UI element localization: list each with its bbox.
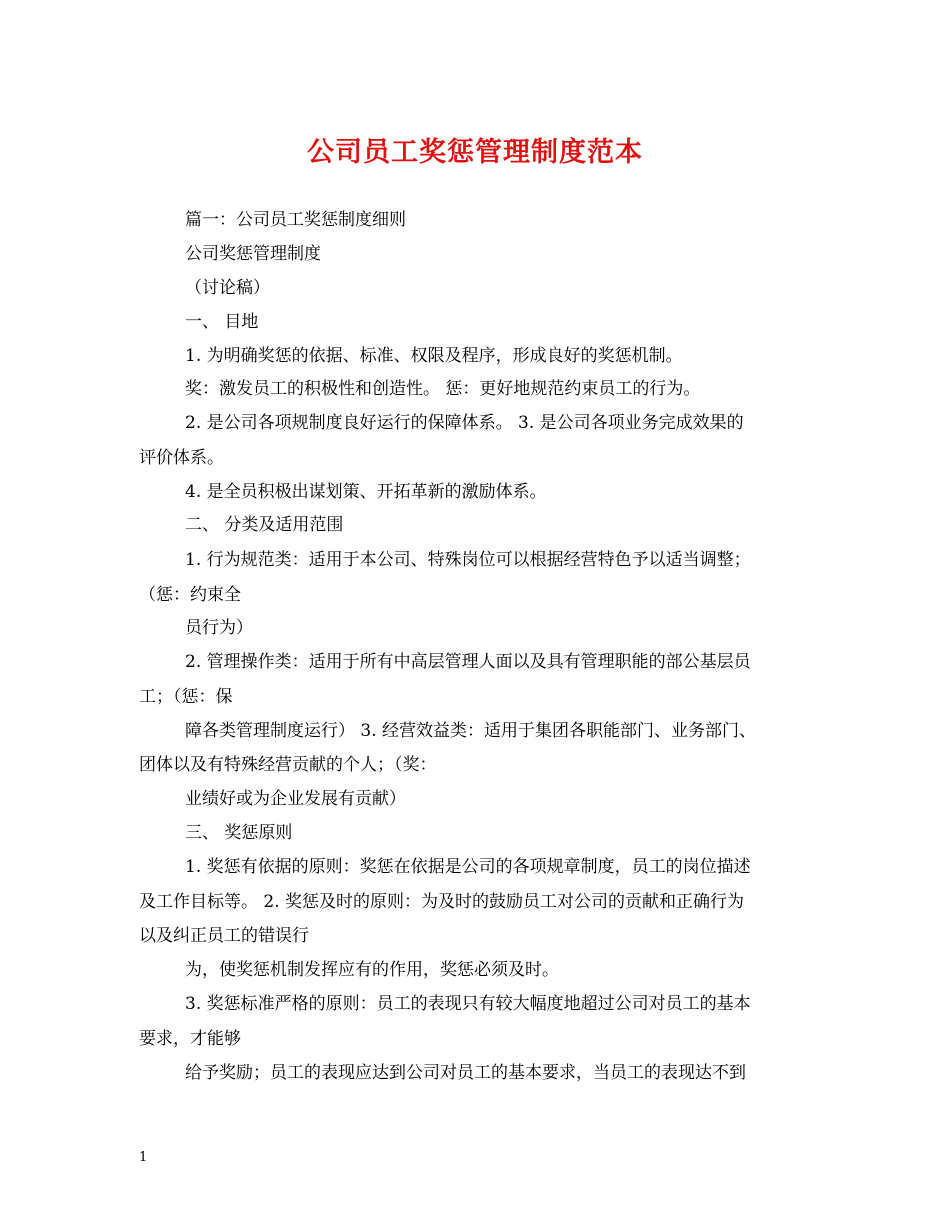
text-line: 为，使奖惩机制发挥应有的作用，奖惩必须及时。 [185,960,559,980]
text-line: （讨论稿） [185,278,270,298]
text-line: 公司奖惩管理制度 [185,244,321,264]
text-line: 1. 奖惩有依据的原则：奖惩在依据是公司的各项规章制度，员工的岗位描述 [185,857,751,877]
text-line: 1. 为明确奖惩的依据、标准、权限及程序，形成良好的奖惩机制。 [185,346,683,366]
text-line: 障各类管理制度运行） 3. 经营效益类：适用于集团各职能部门、业务部门、 [185,721,757,741]
text-line: 4. 是全员积极出谋划策、开拓革新的激励体系。 [185,482,547,502]
text-line: 业绩好或为企业发展有贡献） [185,789,406,809]
text-line: 评价体系。 [139,448,224,468]
text-line: 以及纠正员工的错误行 [139,926,309,946]
text-line: 及工作目标等。 2. 奖惩及时的原则：为及时的鼓励员工对公司的贡献和正确行为 [139,892,745,912]
text-line: 给予奖励；员工的表现应达到公司对员工的基本要求，当员工的表现达不到 [185,1063,746,1083]
text-line: 奖：激发员工的积极性和创造性。 惩：更好地规范约束员工的行为。 [185,379,701,399]
text-line: （惩：约束全 [139,585,241,605]
text-line: 2. 管理操作类：适用于所有中高层管理人面以及具有管理职能的部公基层员 [185,652,751,672]
document-title: 公司员工奖惩管理制度范本 [307,137,643,168]
text-line: 3. 奖惩标准严格的原则：员工的表现只有较大幅度地超过公司对员工的基本 [185,994,751,1014]
page-number: 1 [139,1150,148,1165]
text-line: 2. 是公司各项规制度良好运行的保障体系。 3. 是公司各项业务完成效果的 [185,413,744,433]
text-line: 工；（惩：保 [139,687,233,707]
text-line: 团体以及有特殊经营贡献的个人；（奖： [139,755,437,775]
text-line: 要求，才能够 [139,1029,241,1049]
text-line: 1. 行为规范类：适用于本公司、特殊岗位可以根据经营特色予以适当调整； [185,550,751,570]
section-heading: 三、 奖惩原则 [185,823,293,843]
text-line: 员行为） [185,618,253,638]
section-heading: 二、 分类及适用范围 [185,515,344,535]
text-line: 篇一：公司员工奖惩制度细则 [185,210,406,230]
section-heading: 一、 目地 [185,312,259,332]
